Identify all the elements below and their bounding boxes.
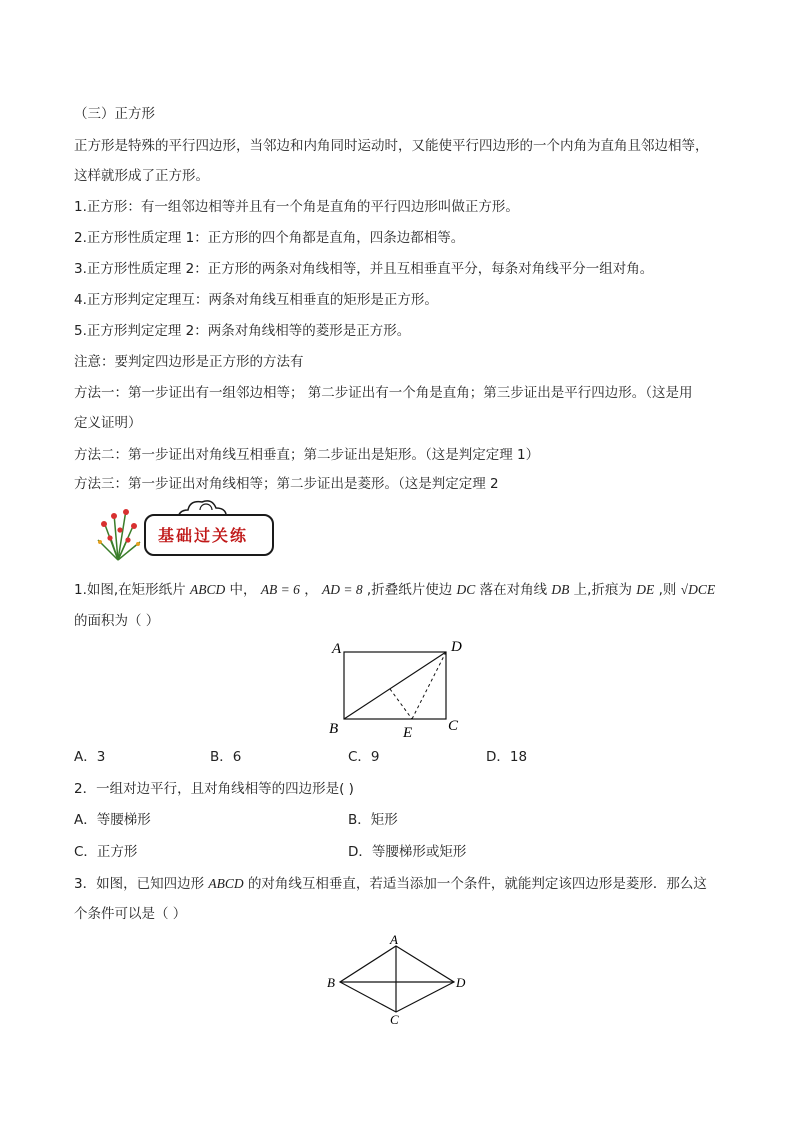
label-a: A	[390, 932, 398, 947]
exercise-banner	[84, 496, 284, 562]
q1-middle-4: 上,折痕为	[573, 582, 632, 598]
fold-segment	[390, 689, 412, 719]
q1-option-a[interactable]: A．3	[74, 749, 106, 765]
point-5: 5.正方形判定定理 2：两条对角线相等的菱形是正方形。	[74, 323, 411, 339]
q1-dc: DC	[456, 582, 476, 597]
label-b: B	[327, 975, 335, 990]
q1-ad-eq: AD = 8	[322, 582, 363, 597]
method-1-line-2: 定义证明）	[74, 415, 142, 431]
q3-text-line-1	[74, 874, 707, 894]
q1-middle-2: ,折叠纸片使边	[366, 582, 453, 598]
q1-de: DE	[636, 582, 655, 597]
q3-prefix: 3．如图，已知四边形	[74, 876, 205, 892]
q1-middle-3: 落在对角线	[479, 582, 548, 598]
q2-option-a[interactable]: A．等腰梯形	[74, 812, 151, 828]
section-heading: （三）正方形	[74, 106, 155, 122]
point-4: 4.正方形判定定理互：两条对角线互相垂直的矩形是正方形。	[74, 292, 438, 308]
point-1: 1.正方形：有一组邻边相等并且有一个角是直角的平行四边形叫做正方形。	[74, 199, 519, 215]
note: 注意：要判定四边形是正方形的方法有	[74, 354, 304, 370]
rhombus-abcd	[340, 946, 454, 1012]
intro-line-1: 正方形是特殊的平行四边形，当邻边和内角同时运动时，又能使平行四边形的一个内角为直角且邻边相等，	[74, 138, 709, 154]
q1-text-line-1	[74, 580, 715, 600]
banner-label: 基础过关练	[158, 526, 249, 545]
q2-option-d[interactable]: D．等腰梯形或矩形	[348, 844, 467, 860]
q1-db: DB	[551, 582, 570, 597]
label-a: A	[332, 641, 342, 657]
q2-option-b[interactable]: B．矩形	[348, 812, 398, 828]
q1-option-d[interactable]: D．18	[486, 749, 528, 765]
q1-middle-1: 中，	[229, 582, 257, 598]
q1-sep: ，	[304, 582, 318, 598]
q3-rest: 的对角线互相垂直，若适当添加一个条件，就能判定该四边形是菱形．那么这	[247, 876, 707, 892]
q3-text-line-2: 个条件可以是（ ）	[74, 906, 187, 922]
label-e: E	[403, 725, 413, 741]
label-c: C	[448, 718, 459, 734]
q1-option-c[interactable]: C．9	[348, 749, 380, 765]
fold-line-de	[412, 652, 446, 719]
q1-triangle: √DCE	[680, 582, 716, 597]
label-d: D	[451, 639, 462, 655]
q1-text-line-2: 的面积为（ ）	[74, 613, 160, 629]
method-3: 方法三：第一步证出对角线相等；第二步证出是菱形。（这是判定定理 2	[74, 476, 499, 492]
method-1-line-1: 方法一：第一步证出有一组邻边相等； 第二步证出有一个角是直角；第三步证出是平行四边形。（这是用	[74, 385, 693, 401]
q1-middle-5: ,则	[658, 582, 677, 598]
point-2: 2.正方形性质定理 1：正方形的四个角都是直角，四条边都相等。	[74, 230, 465, 246]
q1-rectangle-diagram	[320, 634, 480, 744]
label-c: C	[390, 1012, 399, 1026]
q3-abcd: ABCD	[208, 876, 244, 891]
label-b: B	[329, 721, 339, 737]
method-2: 方法二：第一步证出对角线互相垂直；第二步证出是矩形。（这是判定定理 1）	[74, 447, 540, 463]
point-3: 3.正方形性质定理 2：正方形的两条对角线相等，并且互相垂直平分，每条对角线平分一组对角。	[74, 261, 654, 277]
q3-rhombus-diagram	[318, 932, 478, 1026]
q2-option-c[interactable]: C．正方形	[74, 844, 138, 860]
label-d: D	[456, 975, 466, 990]
q1-abcd: ABCD	[189, 582, 226, 597]
intro-line-2: 这样就形成了正方形。	[74, 168, 209, 184]
q1-prefix: 1.如图,在矩形纸片	[74, 582, 186, 598]
q1-ab-eq: AB = 6	[260, 582, 300, 597]
q2-text: 2．一组对边平行，且对角线相等的四边形是( )	[74, 781, 354, 797]
q1-option-b[interactable]: B．6	[210, 749, 242, 765]
diagonal-bd	[344, 652, 446, 719]
